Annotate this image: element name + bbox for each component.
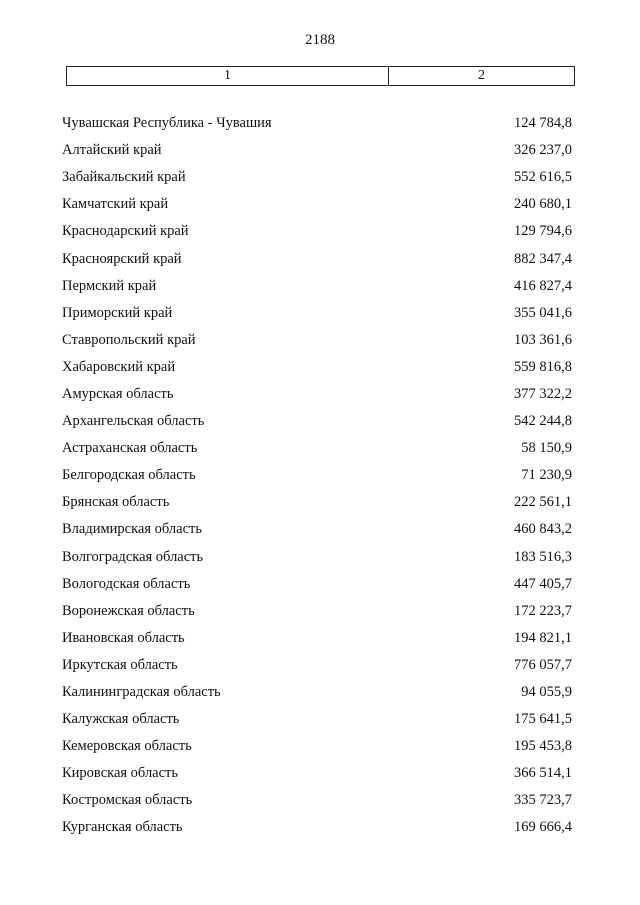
region-name: Кировская область bbox=[62, 765, 179, 782]
region-value: 366 514,1 bbox=[514, 765, 572, 782]
region-value: 195 453,8 bbox=[514, 738, 572, 755]
region-name: Владимирская область bbox=[62, 521, 202, 538]
region-name: Белгородская область bbox=[62, 467, 196, 484]
region-name: Краснодарский край bbox=[62, 223, 189, 240]
region-value: 58 150,9 bbox=[521, 440, 572, 457]
region-value: 222 561,1 bbox=[514, 494, 572, 511]
region-name: Брянская область bbox=[62, 494, 170, 511]
region-value: 71 230,9 bbox=[521, 467, 572, 484]
table-row bbox=[62, 760, 572, 787]
region-value: 559 816,8 bbox=[514, 358, 572, 375]
region-name: Вологодская область bbox=[62, 575, 191, 592]
column-header-table bbox=[66, 66, 575, 86]
region-value: 377 322,2 bbox=[514, 385, 572, 402]
table-row bbox=[62, 571, 572, 598]
table-row bbox=[62, 191, 572, 218]
column-header-2: 2 bbox=[478, 68, 485, 83]
region-value: 542 244,8 bbox=[514, 413, 572, 430]
region-value: 124 784,8 bbox=[514, 115, 572, 132]
region-name: Архангельская область bbox=[62, 413, 205, 430]
region-name: Амурская область bbox=[62, 385, 174, 402]
table-row bbox=[62, 489, 572, 516]
region-name: Курганская область bbox=[62, 819, 183, 836]
region-value: 240 680,1 bbox=[514, 196, 572, 213]
page-number: 2188 bbox=[305, 32, 335, 48]
table-row bbox=[62, 273, 572, 300]
region-name: Алтайский край bbox=[62, 142, 162, 159]
region-name: Камчатский край bbox=[62, 196, 169, 213]
region-value: 172 223,7 bbox=[514, 602, 572, 619]
region-value: 447 405,7 bbox=[514, 575, 572, 592]
region-name: Забайкальский край bbox=[62, 169, 186, 186]
table-row bbox=[62, 110, 572, 137]
region-name: Воронежская область bbox=[62, 602, 195, 619]
region-name: Пермский край bbox=[62, 277, 157, 294]
table-row bbox=[62, 598, 572, 625]
table-row bbox=[62, 435, 572, 462]
table-row bbox=[62, 164, 572, 191]
region-name: Хабаровский край bbox=[62, 358, 176, 375]
region-name: Калужская область bbox=[62, 711, 180, 728]
table-row bbox=[62, 706, 572, 733]
region-name: Кемеровская область bbox=[62, 738, 192, 755]
region-name: Чувашская Республика - Чувашия bbox=[62, 115, 272, 132]
region-name: Ставропольский край bbox=[62, 331, 196, 348]
region-value: 776 057,7 bbox=[514, 656, 572, 673]
table-row bbox=[62, 544, 572, 571]
region-name: Красноярский край bbox=[62, 250, 182, 267]
table-row bbox=[62, 327, 572, 354]
region-name: Ивановская область bbox=[62, 629, 185, 646]
region-value: 416 827,4 bbox=[514, 277, 572, 294]
region-value: 94 055,9 bbox=[521, 684, 572, 701]
table-row bbox=[62, 137, 572, 164]
table-row bbox=[62, 300, 572, 327]
table-row bbox=[62, 218, 572, 245]
table-row bbox=[62, 814, 572, 841]
region-name: Астраханская область bbox=[62, 440, 198, 457]
region-value: 169 666,4 bbox=[514, 819, 572, 836]
region-value: 460 843,2 bbox=[514, 521, 572, 538]
region-value: 355 041,6 bbox=[514, 304, 572, 321]
region-name: Приморский край bbox=[62, 304, 173, 321]
table-row bbox=[62, 733, 572, 760]
column-header-1: 1 bbox=[67, 67, 389, 85]
region-value: 335 723,7 bbox=[514, 792, 572, 809]
region-value: 103 361,6 bbox=[514, 331, 572, 348]
region-name: Калининградская область bbox=[62, 684, 221, 701]
region-value: 552 616,5 bbox=[514, 169, 572, 186]
region-list bbox=[62, 110, 572, 842]
region-value: 326 237,0 bbox=[514, 142, 572, 159]
table-row bbox=[62, 787, 572, 814]
region-name: Иркутская область bbox=[62, 656, 178, 673]
table-row bbox=[62, 462, 572, 489]
region-value: 194 821,1 bbox=[514, 629, 572, 646]
table-row bbox=[62, 381, 572, 408]
region-name: Волгоградская область bbox=[62, 548, 204, 565]
table-row bbox=[62, 408, 572, 435]
region-value: 882 347,4 bbox=[514, 250, 572, 267]
table-row bbox=[62, 679, 572, 706]
table-row bbox=[62, 652, 572, 679]
table-row bbox=[62, 516, 572, 543]
table-row bbox=[62, 354, 572, 381]
region-name: Костромская область bbox=[62, 792, 193, 809]
table-row bbox=[62, 245, 572, 272]
region-value: 129 794,6 bbox=[514, 223, 572, 240]
region-value: 175 641,5 bbox=[514, 711, 572, 728]
region-value: 183 516,3 bbox=[514, 548, 572, 565]
table-row bbox=[62, 625, 572, 652]
